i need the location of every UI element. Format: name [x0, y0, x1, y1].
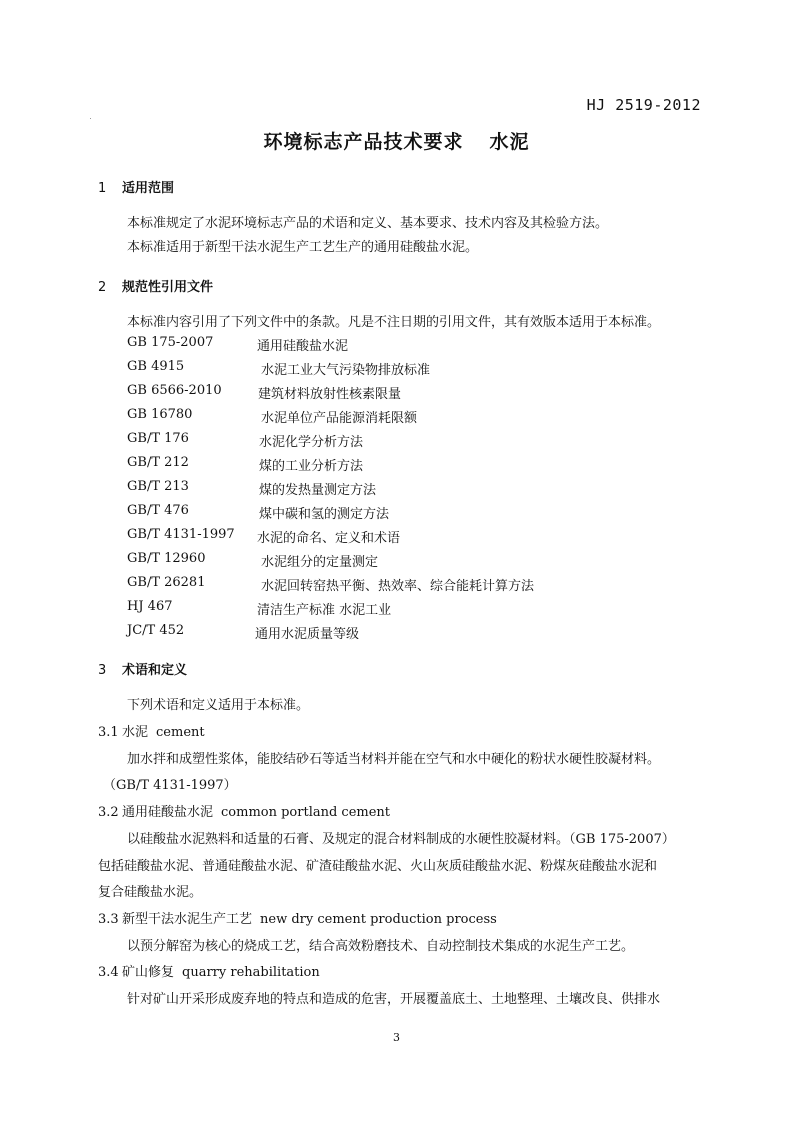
- reference-code: GB 6566-2010: [127, 383, 222, 398]
- term-heading: [98, 721, 205, 740]
- term-definition: 复合硅酸盐水泥。: [98, 885, 203, 900]
- term-number: 3.1: [98, 725, 119, 740]
- reference-name: 通用硅酸盐水泥: [257, 339, 349, 354]
- reference-name: 通用水泥质量等级: [255, 627, 360, 642]
- paragraph: 下列术语和定义适用于本标准。: [127, 698, 310, 713]
- reference-name: 水泥的命名、定义和术语: [257, 531, 401, 546]
- reference-code: GB/T 12960: [127, 551, 206, 566]
- scan-speck: [90, 118, 91, 119]
- section-2-heading: [98, 276, 213, 295]
- reference-name: 建筑材料放射性核素限量: [258, 387, 402, 402]
- term-definition: 加水拌和成塑性浆体，能胶结砂石等适当材料并能在空气和水中硬化的粉状水硬性胶凝材料。: [127, 752, 661, 767]
- reference-name: 水泥工业大气污染物排放标准: [261, 363, 431, 378]
- reference-code: GB 175-2007: [127, 335, 214, 350]
- term-en: cement: [156, 725, 205, 740]
- reference-name: 水泥组分的定量测定: [261, 555, 379, 570]
- reference-name: 水泥单位产品能源消耗限额: [261, 411, 418, 426]
- paragraph: 本标准内容引用了下列文件中的条款。凡是不注日期的引用文件，其有效版本适用于本标准。: [127, 315, 661, 330]
- term-heading: [98, 908, 497, 927]
- title-main: 环境标志产品技术要求: [263, 131, 464, 153]
- reference-code: GB/T 176: [127, 431, 189, 446]
- term-definition: 针对矿山开采形成废弃地的特点和造成的危害，开展覆盖底土、土地整理、土壤改良、供排水: [127, 992, 661, 1007]
- term-definition: 以硅酸盐水泥熟料和适量的石膏、及规定的混合材料制成的水硬性胶凝材料。（GB 175-2007）: [127, 832, 675, 847]
- reference-code: JC/T 452: [127, 623, 185, 638]
- term-zh: 通用硅酸盐水泥: [122, 805, 214, 820]
- term-definition: 以预分解窑为核心的烧成工艺，结合高效粉磨技术、自动控制技术集成的水泥生产工艺。: [127, 939, 635, 954]
- reference-name: 清洁生产标准 水泥工业: [257, 603, 392, 618]
- reference-code: GB/T 213: [127, 479, 189, 494]
- term-en: new dry cement production process: [260, 912, 497, 927]
- section-title: 术语和定义: [122, 663, 188, 678]
- reference-code: GB 4915: [127, 359, 185, 374]
- section-title: 适用范围: [122, 181, 175, 196]
- term-zh: 水泥: [122, 725, 149, 740]
- section-number: 1: [98, 181, 107, 196]
- document-title: [0, 127, 793, 154]
- term-definition: （GB/T 4131-1997）: [103, 778, 237, 793]
- reference-code: GB 16780: [127, 407, 193, 422]
- term-number: 3.3: [98, 912, 119, 927]
- paragraph: 本标准规定了水泥环境标志产品的术语和定义、基本要求、技术内容及其检验方法。: [127, 216, 609, 231]
- standard-code: HJ 2519-2012: [586, 96, 701, 114]
- paragraph: 本标准适用于新型干法水泥生产工艺生产的通用硅酸盐水泥。: [127, 240, 479, 255]
- reference-name: 煤的工业分析方法: [259, 459, 364, 474]
- term-number: 3.2: [98, 805, 119, 820]
- section-3-heading: [98, 659, 187, 678]
- reference-code: HJ 467: [127, 599, 173, 614]
- term-heading: [98, 801, 390, 820]
- term-zh: 新型干法水泥生产工艺: [122, 912, 253, 927]
- title-sub: 水泥: [489, 131, 530, 153]
- reference-code: GB/T 212: [127, 455, 189, 470]
- section-number: 2: [98, 280, 107, 295]
- reference-name: 水泥回转窑热平衡、热效率、综合能耗计算方法: [261, 579, 535, 594]
- section-1-heading: [98, 177, 174, 196]
- section-number: 3: [98, 663, 107, 678]
- term-zh: 矿山修复: [122, 965, 175, 980]
- reference-code: GB/T 476: [127, 503, 189, 518]
- section-title: 规范性引用文件: [122, 280, 214, 295]
- reference-name: 水泥化学分析方法: [259, 435, 364, 450]
- reference-name: 煤的发热量测定方法: [259, 483, 377, 498]
- term-en: common portland cement: [221, 805, 391, 820]
- page-number: 3: [393, 1031, 400, 1044]
- term-definition: 包括硅酸盐水泥、普通硅酸盐水泥、矿渣硅酸盐水泥、火山灰质硅酸盐水泥、粉煤灰硅酸盐水泥和: [98, 859, 658, 874]
- term-number: 3.4: [98, 965, 119, 980]
- term-heading: [98, 961, 320, 980]
- term-en: quarry rehabilitation: [182, 965, 320, 980]
- reference-name: 煤中碳和氢的测定方法: [259, 507, 390, 522]
- reference-code: GB/T 4131-1997: [127, 527, 235, 542]
- reference-code: GB/T 26281: [127, 575, 206, 590]
